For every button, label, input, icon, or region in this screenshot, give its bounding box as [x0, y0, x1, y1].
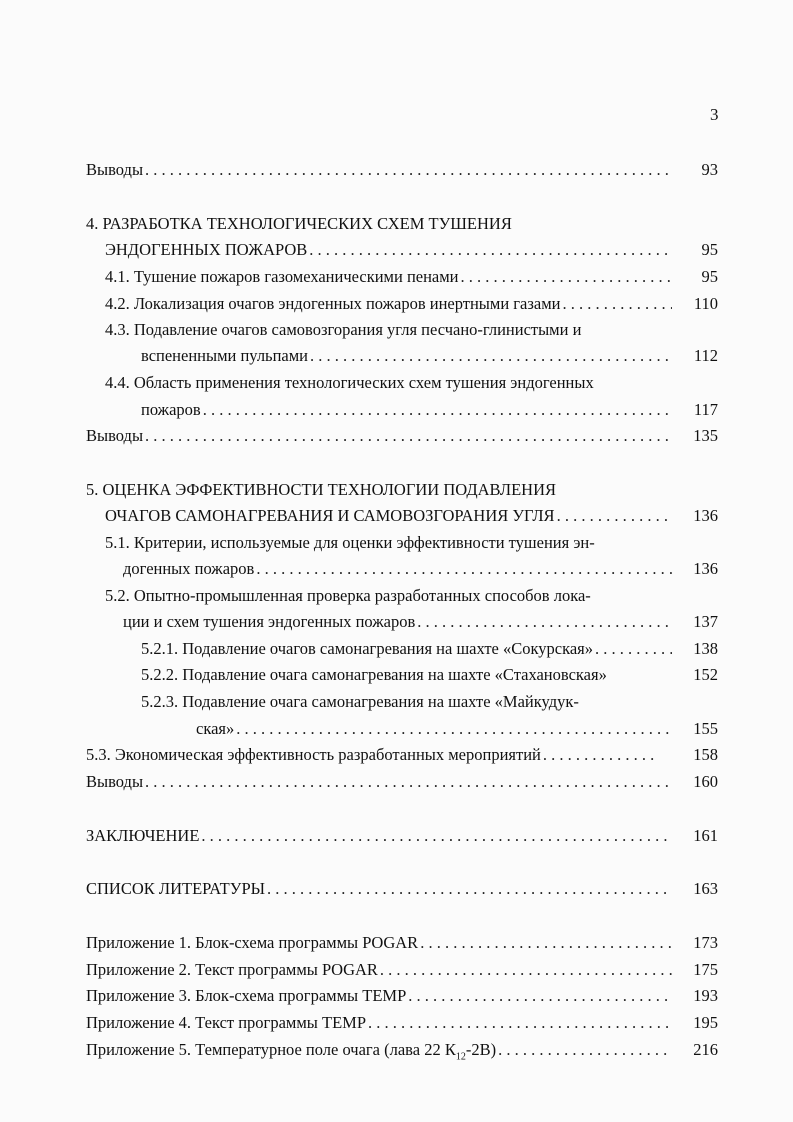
toc-entry[interactable]	[86, 1013, 672, 1033]
toc-entry-title: 5.2.1. Подавление очагов самонагревания на шахте «Сокурская»	[141, 639, 594, 658]
toc-entry[interactable]	[196, 719, 672, 739]
toc-entry[interactable]	[141, 639, 672, 659]
toc-entry[interactable]	[105, 294, 672, 314]
toc-entry[interactable]	[105, 240, 672, 260]
toc-entry-page: 161	[693, 826, 718, 845]
toc-entry-page: 95	[701, 267, 718, 286]
toc-entry-title: 5.3. Экономическая эффективность разработанных мероприятий	[86, 745, 541, 764]
toc-leader-dots	[408, 986, 672, 1006]
toc-entry-page: 136	[693, 559, 718, 578]
toc-entry-page: 160	[693, 772, 718, 791]
toc-entry-title: Выводы	[86, 160, 144, 179]
toc-entry[interactable]	[86, 826, 672, 846]
toc-leader-dots	[309, 240, 672, 260]
toc-entry-title[interactable]: 5.2.3. Подавление очага самонагревания на шахте «Майкудук-	[141, 692, 579, 711]
toc-entry-page: 117	[693, 400, 718, 419]
toc-leader-dots	[461, 267, 672, 287]
toc-entry-title: 4.1. Тушение пожаров газомеханическими пенами	[105, 267, 459, 286]
toc-entry-title: СПИСОК ЛИТЕРАТУРЫ	[86, 879, 266, 898]
toc-entry[interactable]	[86, 426, 672, 446]
toc-entry-page: 195	[693, 1013, 718, 1032]
toc-entry-title: ции и схем тушения эндогенных пожаров	[123, 612, 416, 631]
toc-entry[interactable]	[141, 346, 672, 366]
toc-entry-title: Приложение 1. Блок-схема программы POGAR	[86, 933, 419, 952]
toc-entry-page: 93	[701, 160, 718, 179]
toc-entry[interactable]	[141, 400, 672, 420]
toc-entry-page: 193	[693, 986, 718, 1005]
toc-entry-title: 5.2.2. Подавление очага самонагревания на шахте «Стахановская»	[141, 665, 607, 684]
page-number: 3	[710, 105, 719, 124]
toc-entry-page: 138	[693, 639, 718, 658]
toc-entry-page: 135	[693, 426, 718, 445]
toc-entry-title[interactable]: 4.4. Область применения технологических схем тушения эндогенных	[105, 373, 594, 392]
toc-leader-dots	[145, 160, 672, 180]
toc-entry-title: вспененными пульпами	[141, 346, 309, 365]
toc-leader-dots	[256, 559, 672, 579]
toc-leader-dots	[236, 719, 672, 739]
toc-entry-subscript: 12	[455, 1051, 466, 1063]
toc-entry[interactable]	[86, 745, 654, 765]
toc-leader-dots	[563, 294, 673, 314]
toc-leader-dots	[145, 772, 672, 792]
toc-entry-page: 137	[693, 612, 718, 631]
toc-entry-page: 95	[701, 240, 718, 259]
toc-entry-page: 173	[693, 933, 718, 952]
toc-leader-dots	[557, 506, 672, 526]
toc-leader-dots	[310, 346, 672, 366]
toc-leader-dots	[201, 826, 672, 846]
toc-entry[interactable]	[86, 933, 672, 953]
toc-entry-title: ОЧАГОВ САМОНАГРЕВАНИЯ И САМОВОЗГОРАНИЯ УГЛЯ	[105, 506, 555, 525]
toc-leader-dots	[417, 612, 672, 632]
toc-entry-page: 136	[693, 506, 718, 525]
toc-leader-dots	[543, 745, 654, 765]
toc-entry-title: ская»	[196, 719, 235, 738]
toc-leader-dots	[420, 933, 672, 953]
toc-entry-title-end: -2В)	[465, 1040, 497, 1059]
toc-entry[interactable]	[86, 1040, 672, 1063]
toc-entry-page: 163	[693, 879, 718, 898]
toc-entry[interactable]	[123, 612, 672, 632]
toc-entry[interactable]	[86, 772, 672, 792]
toc-entry[interactable]	[141, 665, 672, 685]
toc-entry-title: ЗАКЛЮЧЕНИЕ	[86, 826, 200, 845]
toc-entry-title: ЭНДОГЕННЫХ ПОЖАРОВ	[105, 240, 308, 259]
toc-entry-page: 110	[693, 294, 718, 313]
toc-entry-title: пожаров	[141, 400, 201, 419]
toc-entry-title[interactable]: 5.2. Опытно-промышленная проверка разработанных способов лока-	[105, 586, 591, 605]
toc-entry-page: 112	[693, 346, 718, 365]
toc-entry-title-main: Приложение 5. Температурное поле очага (лава 22 К	[86, 1040, 456, 1059]
toc-leader-dots	[368, 1013, 672, 1033]
toc-entry[interactable]	[123, 559, 672, 579]
toc-entry-title: 4.2. Локализация очагов эндогенных пожаров инертными газами	[105, 294, 561, 313]
toc-leader-dots	[267, 879, 672, 899]
toc-leader-dots	[498, 1040, 672, 1067]
toc-entry-title: Приложение 4. Текст программы TEMP	[86, 1013, 366, 1032]
toc-leader-dots	[595, 639, 672, 659]
toc-entry-page: 152	[693, 665, 718, 684]
toc-entry-title: Приложение 3. Блок-схема программы TEMP	[86, 986, 407, 1005]
toc-leader-dots	[203, 400, 672, 420]
toc-entry-page: 158	[693, 745, 718, 764]
toc-entry[interactable]	[86, 986, 672, 1006]
toc-chapter-title[interactable]: 4. РАЗРАБОТКА ТЕХНОЛОГИЧЕСКИХ СХЕМ ТУШЕНИЯ	[86, 214, 512, 233]
toc-entry-title: догенных пожаров	[123, 559, 255, 578]
toc-chapter-title[interactable]: 5. ОЦЕНКА ЭФФЕКТИВНОСТИ ТЕХНОЛОГИИ ПОДАВЛЕНИЯ	[86, 480, 557, 499]
toc-leader-dots	[380, 960, 672, 980]
toc-entry-title[interactable]: 4.3. Подавление очагов самовозгорания угля песчано-глинистыми и	[105, 320, 582, 339]
toc-entry-title: Выводы	[86, 426, 144, 445]
toc-entry[interactable]	[86, 879, 672, 899]
toc-entry-title	[86, 1040, 498, 1067]
toc-entry[interactable]	[105, 267, 672, 287]
toc-entry-page: 155	[693, 719, 718, 738]
toc-entry-page: 175	[693, 960, 718, 979]
toc-entry[interactable]	[105, 506, 672, 526]
toc-entry-title[interactable]: 5.1. Критерии, используемые для оценки эффективности тушения эн-	[105, 533, 595, 552]
toc-entry-page: 216	[693, 1040, 718, 1059]
toc-entry[interactable]	[86, 160, 672, 180]
toc-entry[interactable]	[86, 960, 672, 980]
toc-leader-dots	[145, 426, 672, 446]
toc-entry-title: Приложение 2. Текст программы POGAR	[86, 960, 378, 979]
toc-entry-title: Выводы	[86, 772, 144, 791]
